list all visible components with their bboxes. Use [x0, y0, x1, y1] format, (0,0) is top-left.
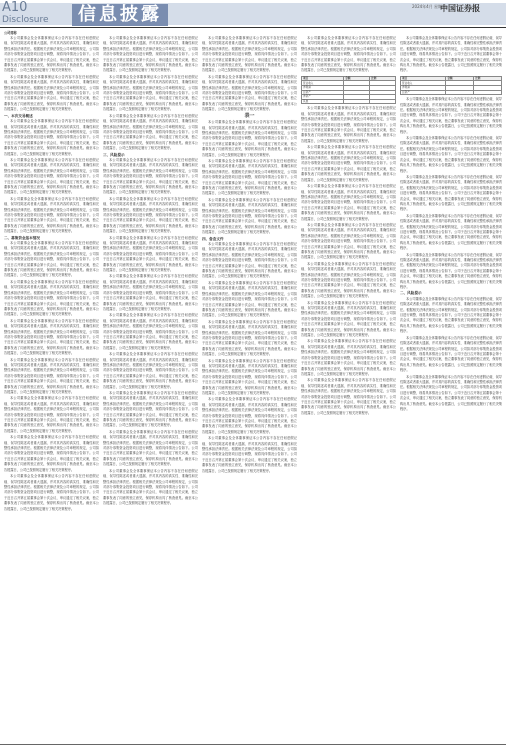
table-cell: 其他: [302, 99, 344, 104]
data-table: [301, 76, 396, 105]
body-paragraph: 本公司董事会及全体董事保证本公告内容不存在任何虚假记载、误导性陈述或者重大遗漏，并对其内容的真实性、准确性和完整性承担法律责任。根据相关法律法规及公司章程的规定，公司拟对部分募集资金投资项目进行调整，现将具体情况公告如下。公司于近日召开第五届董事会第十次会议，审议通过了相关议案，独立董事发表了同意的独立意见，保荐机构出具了核查意见。截至本公告披露日，公司已按照规定履行了相关决策程序。: [4, 119, 99, 156]
body-paragraph: 本公司董事会及全体董事保证本公告内容不存在任何虚假记载、误导性陈述或者重大遗漏，并对其内容的真实性、准确性和完整性承担法律责任。根据相关法律法规及公司章程的规定，公司拟对部分募集资金投资项目进行调整，现将具体情况公告如下。公司于近日召开第五届董事会第十次会议，审议通过了相关议案，独立董事发表了同意的独立意见，保荐机构出具了核查意见。截至本公告披露日，公司已按照规定履行了相关决策程序。: [301, 106, 396, 143]
section-name-en: Disclosure: [2, 15, 49, 25]
subheading: 二、风险提示: [400, 291, 422, 296]
body-paragraph: 本公司董事会及全体董事保证本公告内容不存在任何虚假记载、误导性陈述或者重大遗漏，并对其内容的真实性、准确性和完整性承担法律责任。根据相关法律法规及公司章程的规定，公司拟对部分募集资金投资项目进行调整，现将具体情况公告如下。公司于近日召开第五届董事会第十次会议，审议通过了相关议案，独立董事发表了同意的独立意见，保荐机构出具了核查意见。截至本公告披露日，公司已按照规定履行了相关决策程序。: [103, 74, 198, 112]
body-paragraph: 本公司董事会及全体董事保证本公告内容不存在任何虚假记载、误导性陈述或者重大遗漏，并对其内容的真实性、准确性和完整性承担法律责任。根据相关法律法规及公司章程的规定，公司拟对部分募集资金投资项目进行调整，现将具体情况公告如下。公司于近日召开第五届董事会第十次会议，审议通过了相关议案，独立董事发表了同意的独立意见，保荐机构出具了核查意见。截至本公告披露日，公司已按照规定履行了相关决策程序。: [400, 36, 502, 73]
subheading: 四、备查文件: [202, 236, 224, 241]
column-1: [4, 36, 99, 741]
body-paragraph: 本公司董事会及全体董事保证本公告内容不存在任何虚假记载、误导性陈述或者重大遗漏，并对其内容的真实性、准确性和完整性承担法律责任。根据相关法律法规及公司章程的规定，公司拟对部分募集资金投资项目进行调整，现将具体情况公告如下。公司于近日召开第五届董事会第十次会议，审议通过了相关议案，独立董事发表了同意的独立意见，保荐机构出具了核查意见。截至本公告披露日，公司已按照规定履行了相关决策程序。: [103, 391, 198, 428]
body-paragraph: 本公司董事会及全体董事保证本公告内容不存在任何虚假记载、误导性陈述或者重大遗漏，并对其内容的真实性、准确性和完整性承担法律责任。根据相关法律法规及公司章程的规定，公司拟对部分募集资金投资项目进行调整，现将具体情况公告如下。公司于近日召开第五届董事会第十次会议，审议通过了相关议案，独立董事发表了同意的独立意见，保荐机构出具了核查意见。截至本公告披露日，公司已按照规定履行了相关决策程序。: [4, 74, 99, 112]
table-header-cell: 比例: [474, 76, 502, 81]
body-paragraph: 本公司董事会及全体董事保证本公告内容不存在任何虚假记载、误导性陈述或者重大遗漏，并对其内容的真实性、准确性和完整性承担法律责任。根据相关法律法规及公司章程的规定，公司拟对部分募集资金投资项目进行调整，现将具体情况公告如下。公司于近日召开第五届董事会第十次会议，审议通过了相关议案，独立董事发表了同意的独立意见，保荐机构出具了核查意见。截至本公告披露日，公司已按照规定履行了相关决策程序。: [103, 113, 198, 151]
body-paragraph: 本公司董事会及全体董事保证本公告内容不存在任何虚假记载、误导性陈述或者重大遗漏，并对其内容的真实性、准确性和完整性承担法律责任。根据相关法律法规及公司章程的规定，公司拟对部分募集资金投资项目进行调整，现将具体情况公告如下。公司于近日召开第五届董事会第十次会议，审议通过了相关议案，独立董事发表了同意的独立意见，保荐机构出具了核查意见。截至本公告披露日，公司已按照规定履行了相关决策程序。: [400, 97, 502, 134]
body-paragraph: 本公司董事会及全体董事保证本公告内容不存在任何虚假记载、误导性陈述或者重大遗漏，并对其内容的真实性、准确性和完整性承担法律责任。根据相关法律法规及公司章程的规定，公司拟对部分募集资金投资项目进行调整，现将具体情况公告如下。公司于近日召开第五届董事会第十次会议，审议通过了相关议案，独立董事发表了同意的独立意见，保荐机构出具了核查意见。截至本公告披露日，公司已按照规定履行了相关决策程序。: [301, 378, 396, 415]
body-paragraph: 本公司董事会及全体董事保证本公告内容不存在任何虚假记载、误导性陈述或者重大遗漏，并对其内容的真实性、准确性和完整性承担法律责任。根据相关法律法规及公司章程的规定，公司拟对部分募集资金投资项目进行调整，现将具体情况公告如下。公司于近日召开第五届董事会第十次会议，审议通过了相关议案，独立董事发表了同意的独立意见，保荐机构出具了核查意见。截至本公告披露日，公司已按照规定履行了相关决策程序。: [4, 318, 99, 356]
body-paragraph: 本公司董事会及全体董事保证本公告内容不存在任何虚假记载、误导性陈述或者重大遗漏，并对其内容的真实性、准确性和完整性承担法律责任。根据相关法律法规及公司章程的规定，公司拟对部分募集资金投资项目进行调整，现将具体情况公告如下。公司于近日召开第五届董事会第十次会议，审议通过了相关议案，独立董事发表了同意的独立意见，保荐机构出具了核查意见。截至本公告披露日，公司已按照规定履行了相关决策程序。: [301, 300, 396, 338]
body-paragraph: 本公司董事会及全体董事保证本公告内容不存在任何虚假记载、误导性陈述或者重大遗漏，并对其内容的真实性、准确性和完整性承担法律责任。根据相关法律法规及公司章程的规定，公司拟对部分募集资金投资项目进行调整，现将具体情况公告如下。公司于近日召开第五届董事会第十次会议，审议通过了相关议案，独立董事发表了同意的独立意见，保荐机构出具了核查意见。截至本公告披露日，公司已按照规定履行了相关决策程序。: [202, 74, 297, 112]
body-paragraph: 本公司董事会及全体董事保证本公告内容不存在任何虚假记载、误导性陈述或者重大遗漏，并对其内容的真实性、准确性和完整性承担法律责任。根据相关法律法规及公司章程的规定，公司拟对部分募集资金投资项目进行调整，现将具体情况公告如下。公司于近日召开第五届董事会第十次会议，审议通过了相关议案，独立董事发表了同意的独立意见，保荐机构出具了核查意见。截至本公告披露日，公司已按照规定履行了相关决策程序。: [202, 120, 297, 157]
table-header-cell: 项目: [302, 76, 344, 81]
body-paragraph: 本公司董事会及全体董事保证本公告内容不存在任何虚假记载、误导性陈述或者重大遗漏，并对其内容的真实性、准确性和完整性承担法律责任。根据相关法律法规及公司章程的规定，公司拟对部分募集资金投资项目进行调整，现将具体情况公告如下。公司于近日召开第五届董事会第十次会议，审议通过了相关议案，独立董事发表了同意的独立意见，保荐机构出具了核查意见。截至本公告披露日，公司已按照规定履行了相关决策程序。: [400, 136, 502, 173]
body-paragraph: 本公司董事会及全体董事保证本公告内容不存在任何虚假记载、误导性陈述或者重大遗漏，并对其内容的真实性、准确性和完整性承担法律责任。根据相关法律法规及公司章程的规定，公司拟对部分募集资金投资项目进行调整，现将具体情况公告如下。公司于近日召开第五届董事会第十次会议，审议通过了相关议案，独立董事发表了同意的独立意见，保荐机构出具了核查意见。截至本公告披露日，公司已按照规定履行了相关决策程序。: [103, 157, 198, 195]
table-row: [401, 90, 502, 95]
body-paragraph: 本公司董事会及全体董事保证本公告内容不存在任何虚假记载、误导性陈述或者重大遗漏，并对其内容的真实性、准确性和完整性承担法律责任。根据相关法律法规及公司章程的规定，公司拟对部分募集资金投资项目进行调整，现将具体情况公告如下。公司于近日召开第五届董事会第十次会议，审议通过了相关议案，独立董事发表了同意的独立意见，保荐机构出具了核查意见。截至本公告披露日，公司已按照规定履行了相关决策程序。: [4, 196, 99, 234]
table-header-cell: 金额: [344, 76, 370, 81]
column-5: [400, 36, 502, 741]
body-paragraph: 本公司董事会及全体董事保证本公告内容不存在任何虚假记载、误导性陈述或者重大遗漏，并对其内容的真实性、准确性和完整性承担法律责任。根据相关法律法规及公司章程的规定，公司拟对部分募集资金投资项目进行调整，现将具体情况公告如下。公司于近日召开第五届董事会第十次会议，审议通过了相关议案，独立董事发表了同意的独立意见，保荐机构出具了核查意见。截至本公告披露日，公司已按照规定履行了相关决策程序。: [400, 374, 502, 411]
table-header-cell: 金额: [446, 76, 474, 81]
data-table: [400, 76, 502, 95]
page-number: A10: [2, 0, 28, 15]
table-cell: [474, 90, 502, 95]
footer-rule: [0, 744, 506, 745]
body-paragraph: 本公司董事会及全体董事保证本公告内容不存在任何虚假记载、误导性陈述或者重大遗漏，并对其内容的真实性、准确性和完整性承担法律责任。根据相关法律法规及公司章程的规定，公司拟对部分募集资金投资项目进行调整，现将具体情况公告如下。公司于近日召开第五届董事会第十次会议，审议通过了相关议案，独立董事发表了同意的独立意见，保荐机构出具了核查意见。截至本公告披露日，公司已按照规定履行了相关决策程序。: [103, 235, 198, 273]
table-cell: 营业收入: [401, 81, 446, 86]
subheading: 二、募集资金基本情况: [4, 235, 40, 240]
section-title: 信息披露: [72, 4, 168, 26]
column-3: [202, 36, 297, 741]
body-paragraph: 本公司董事会及全体董事保证本公告内容不存在任何虚假记载、误导性陈述或者重大遗漏，并对其内容的真实性、准确性和完整性承担法律责任。根据相关法律法规及公司章程的规定，公司拟对部分募集资金投资项目进行调整，现将具体情况公告如下。公司于近日召开第五届董事会第十次会议，审议通过了相关议案，独立董事发表了同意的独立意见，保荐机构出具了核查意见。截至本公告披露日，公司已按照规定履行了相关决策程序。: [400, 335, 502, 373]
table-cell: 净利润: [401, 86, 446, 91]
body-paragraph: 本公司董事会及全体董事保证本公告内容不存在任何虚假记载、误导性陈述或者重大遗漏，并对其内容的真实性、准确性和完整性承担法律责任。根据相关法律法规及公司章程的规定，公司拟对部分募集资金投资项目进行调整，现将具体情况公告如下。公司于近日召开第五届董事会第十次会议，审议通过了相关议案，独立董事发表了同意的独立意见，保荐机构出具了核查意见。截至本公告披露日，公司已按照规定履行了相关决策程序。: [202, 436, 297, 473]
body-paragraph: 本公司董事会及全体董事保证本公告内容不存在任何虚假记载、误导性陈述或者重大遗漏，并对其内容的真实性、准确性和完整性承担法律责任。根据相关法律法规及公司章程的规定，公司拟对部分募集资金投资项目进行调整，现将具体情况公告如下。公司于近日召开第五届董事会第十次会议，审议通过了相关议案，独立董事发表了同意的独立意见，保荐机构出具了核查意见。截至本公告披露日，公司已按照规定履行了相关决策程序。: [103, 274, 198, 311]
body-paragraph: 本公司董事会及全体董事保证本公告内容不存在任何虚假记载、误导性陈述或者重大遗漏，并对其内容的真实性、准确性和完整性承担法律责任。根据相关法律法规及公司章程的规定，公司拟对部分募集资金投资项目进行调整，现将具体情况公告如下。公司于近日召开第五届董事会第十次会议，审议通过了相关议案，独立董事发表了同意的独立意见，保荐机构出具了核查意见。截至本公告披露日，公司已按照规定履行了相关决策程序。: [4, 241, 99, 278]
body-paragraph: 本公司董事会及全体董事保证本公告内容不存在任何虚假记载、误导性陈述或者重大遗漏，并对其内容的真实性、准确性和完整性承担法律责任。根据相关法律法规及公司章程的规定，公司拟对部分募集资金投资项目进行调整，现将具体情况公告如下。公司于近日召开第五届董事会第十次会议，审议通过了相关议案，独立董事发表了同意的独立意见，保荐机构出具了核查意见。截至本公告披露日，公司已按照规定履行了相关决策程序。: [301, 222, 396, 260]
body-paragraph: 本公司董事会及全体董事保证本公告内容不存在任何虚假记载、误导性陈述或者重大遗漏，并对其内容的真实性、准确性和完整性承担法律责任。根据相关法律法规及公司章程的规定，公司拟对部分募集资金投资项目进行调整，现将具体情况公告如下。公司于近日召开第五届董事会第十次会议，审议通过了相关议案，独立董事发表了同意的独立意见，保荐机构出具了核查意见。截至本公告披露日，公司已按照规定履行了相关决策程序。: [400, 296, 502, 334]
body-paragraph: 本公司董事会及全体董事保证本公告内容不存在任何虚假记载、误导性陈述或者重大遗漏，并对其内容的真实性、准确性和完整性承担法律责任。根据相关法律法规及公司章程的规定，公司拟对部分募集资金投资项目进行调整，现将具体情况公告如下。公司于近日召开第五届董事会第十次会议，审议通过了相关议案，独立董事发表了同意的独立意见，保荐机构出具了核查意见。截至本公告披露日，公司已按照规定履行了相关决策程序。: [301, 184, 396, 221]
body-paragraph: 本公司董事会及全体董事保证本公告内容不存在任何虚假记载、误导性陈述或者重大遗漏，并对其内容的真实性、准确性和完整性承担法律责任。根据相关法律法规及公司章程的规定，公司拟对部分募集资金投资项目进行调整，现将具体情况公告如下。公司于近日召开第五届董事会第十次会议，审议通过了相关议案，独立董事发表了同意的独立意见，保荐机构出具了核查意见。截至本公告披露日，公司已按照规定履行了相关决策程序。: [301, 261, 396, 299]
table-cell: 总资产: [302, 90, 344, 95]
body-paragraph: 本公司董事会及全体董事保证本公告内容不存在任何虚假记载、误导性陈述或者重大遗漏，并对其内容的真实性、准确性和完整性承担法律责任。根据相关法律法规及公司章程的规定，公司拟对部分募集资金投资项目进行调整，现将具体情况公告如下。公司于近日召开第五届董事会第十次会议，审议通过了相关议案，独立董事发表了同意的独立意见，保荐机构出具了核查意见。截至本公告披露日，公司已按照规定履行了相关决策程序。: [202, 242, 297, 279]
table-cell: [446, 90, 474, 95]
body-paragraph: 本公司董事会及全体董事保证本公告内容不存在任何虚假记载、误导性陈述或者重大遗漏，并对其内容的真实性、准确性和完整性承担法律责任。根据相关法律法规及公司章程的规定，公司拟对部分募集资金投资项目进行调整，现将具体情况公告如下。公司于近日召开第五届董事会第十次会议，审议通过了相关议案，独立董事发表了同意的独立意见，保荐机构出具了核查意见。截至本公告披露日，公司已按照规定履行了相关决策程序。: [4, 396, 99, 433]
body-paragraph: 本公司董事会及全体董事保证本公告内容不存在任何虚假记载、误导性陈述或者重大遗漏，并对其内容的真实性、准确性和完整性承担法律责任。根据相关法律法规及公司章程的规定，公司拟对部分募集资金投资项目进行调整，现将具体情况公告如下。公司于近日召开第五届董事会第十次会议，审议通过了相关议案，独立董事发表了同意的独立意见，保荐机构出具了核查意见。截至本公告披露日，公司已按照规定履行了相关决策程序。: [103, 468, 198, 506]
body-paragraph: 本公司董事会及全体董事保证本公告内容不存在任何虚假记载、误导性陈述或者重大遗漏，并对其内容的真实性、准确性和完整性承担法律责任。根据相关法律法规及公司章程的规定，公司拟对部分募集资金投资项目进行调整，现将具体情况公告如下。公司于近日召开第五届董事会第十次会议，审议通过了相关议案，独立董事发表了同意的独立意见，保荐机构出具了核查意见。截至本公告披露日，公司已按照规定履行了相关决策程序。: [202, 197, 297, 235]
table-cell: 净资产: [302, 95, 344, 100]
body-paragraph: 本公司董事会及全体董事保证本公告内容不存在任何虚假记载、误导性陈述或者重大遗漏，并对其内容的真实性、准确性和完整性承担法律责任。根据相关法律法规及公司章程的规定，公司拟对部分募集资金投资项目进行调整，现将具体情况公告如下。公司于近日召开第五届董事会第十次会议，审议通过了相关议案，独立董事发表了同意的独立意见，保荐机构出具了核查意见。截至本公告披露日，公司已按照规定履行了相关决策程序。: [202, 319, 297, 357]
body-paragraph: 本公司董事会及全体董事保证本公告内容不存在任何虚假记载、误导性陈述或者重大遗漏，并对其内容的真实性、准确性和完整性承担法律责任。根据相关法律法规及公司章程的规定，公司拟对部分募集资金投资项目进行调整，现将具体情况公告如下。公司于近日召开第五届董事会第十次会议，审议通过了相关议案，独立董事发表了同意的独立意见，保荐机构出具了核查意见。截至本公告披露日，公司已按照规定履行了相关决策程序。: [202, 397, 297, 434]
body-paragraph: 本公司董事会及全体董事保证本公告内容不存在任何虚假记载、误导性陈述或者重大遗漏，并对其内容的真实性、准确性和完整性承担法律责任。根据相关法律法规及公司章程的规定，公司拟对部分募集资金投资项目进行调整，现将具体情况公告如下。公司于近日召开第五届董事会第十次会议，审议通过了相关议案，独立董事发表了同意的独立意见，保荐机构出具了核查意见。截至本公告披露日，公司已按照规定履行了相关决策程序。: [301, 339, 396, 376]
table-title: 表一: [244, 112, 255, 119]
body-paragraph: 本公司董事会及全体董事保证本公告内容不存在任何虚假记载、误导性陈述或者重大遗漏，并对其内容的真实性、准确性和完整性承担法律责任。根据相关法律法规及公司章程的规定，公司拟对部分募集资金投资项目进行调整，现将具体情况公告如下。公司于近日召开第五届董事会第十次会议，审议通过了相关议案，独立董事发表了同意的独立意见，保荐机构出具了核查意见。截至本公告披露日，公司已按照规定履行了相关决策程序。: [4, 435, 99, 472]
body-paragraph: 本公司董事会及全体董事保证本公告内容不存在任何虚假记载、误导性陈述或者重大遗漏，并对其内容的真实性、准确性和完整性承担法律责任。根据相关法律法规及公司章程的规定，公司拟对部分募集资金投资项目进行调整，现将具体情况公告如下。公司于近日召开第五届董事会第十次会议，审议通过了相关议案，独立董事发表了同意的独立意见，保荐机构出具了核查意见。截至本公告披露日，公司已按照规定履行了相关决策程序。: [4, 36, 99, 73]
body-paragraph: 本公司董事会及全体董事保证本公告内容不存在任何虚假记载、误导性陈述或者重大遗漏，并对其内容的真实性、准确性和完整性承担法律责任。根据相关法律法规及公司章程的规定，公司拟对部分募集资金投资项目进行调整，现将具体情况公告如下。公司于近日召开第五届董事会第十次会议，审议通过了相关议案，独立董事发表了同意的独立意见，保荐机构出具了核查意见。截至本公告披露日，公司已按照规定履行了相关决策程序。: [4, 157, 99, 195]
table-row: [302, 99, 396, 104]
table-cell: [370, 99, 396, 104]
body-paragraph: 本公司董事会及全体董事保证本公告内容不存在任何虚假记载、误导性陈述或者重大遗漏，并对其内容的真实性、准确性和完整性承担法律责任。根据相关法律法规及公司章程的规定，公司拟对部分募集资金投资项目进行调整，现将具体情况公告如下。公司于近日召开第五届董事会第十次会议，审议通过了相关议案，独立董事发表了同意的独立意见，保荐机构出具了核查意见。截至本公告披露日，公司已按照规定履行了相关决策程序。: [301, 36, 396, 73]
body-paragraph: 本公司董事会及全体董事保证本公告内容不存在任何虚假记载、误导性陈述或者重大遗漏，并对其内容的真实性、准确性和完整性承担法律责任。根据相关法律法规及公司章程的规定，公司拟对部分募集资金投资项目进行调整，现将具体情况公告如下。公司于近日召开第五届董事会第十次会议，审议通过了相关议案，独立董事发表了同意的独立意见，保荐机构出具了核查意见。截至本公告披露日，公司已按照规定履行了相关决策程序。: [301, 145, 396, 182]
body-paragraph: 本公司董事会及全体董事保证本公告内容不存在任何虚假记载、误导性陈述或者重大遗漏，并对其内容的真实性、准确性和完整性承担法律责任。根据相关法律法规及公司章程的规定，公司拟对部分募集资金投资项目进行调整，现将具体情况公告如下。公司于近日召开第五届董事会第十次会议，审议通过了相关议案，独立董事发表了同意的独立意见，保荐机构出具了核查意见。截至本公告披露日，公司已按照规定履行了相关决策程序。: [202, 358, 297, 395]
subheading: 三、风险提示: [103, 152, 125, 157]
table-header-cell: 项目: [401, 76, 446, 81]
table-cell: 净利润: [302, 86, 344, 91]
body-paragraph: 本公司董事会及全体董事保证本公告内容不存在任何虚假记载、误导性陈述或者重大遗漏，并对其内容的真实性、准确性和完整性承担法律责任。根据相关法律法规及公司章程的规定，公司拟对部分募集资金投资项目进行调整，现将具体情况公告如下。公司于近日召开第五届董事会第十次会议，审议通过了相关议案，独立董事发表了同意的独立意见，保荐机构出具了核查意见。截至本公告披露日，公司已按照规定履行了相关决策程序。: [103, 429, 198, 467]
body-paragraph: 本公司董事会及全体董事保证本公告内容不存在任何虚假记载、误导性陈述或者重大遗漏，并对其内容的真实性、准确性和完整性承担法律责任。根据相关法律法规及公司章程的规定，公司拟对部分募集资金投资项目进行调整，现将具体情况公告如下。公司于近日召开第五届董事会第十次会议，审议通过了相关议案，独立董事发表了同意的独立意见，保荐机构出具了核查意见。截至本公告披露日，公司已按照规定履行了相关决策程序。: [4, 279, 99, 317]
body-paragraph: 本公司董事会及全体董事保证本公告内容不存在任何虚假记载、误导性陈述或者重大遗漏，并对其内容的真实性、准确性和完整性承担法律责任。根据相关法律法规及公司章程的规定，公司拟对部分募集资金投资项目进行调整，现将具体情况公告如下。公司于近日召开第五届董事会第十次会议，审议通过了相关议案，独立董事发表了同意的独立意见，保荐机构出具了核查意见。截至本公告披露日，公司已按照规定履行了相关决策程序。: [400, 174, 502, 212]
body-paragraph: 本公司董事会及全体董事保证本公告内容不存在任何虚假记载、误导性陈述或者重大遗漏，并对其内容的真实性、准确性和完整性承担法律责任。根据相关法律法规及公司章程的规定，公司拟对部分募集资金投资项目进行调整，现将具体情况公告如下。公司于近日召开第五届董事会第十次会议，审议通过了相关议案，独立董事发表了同意的独立意见，保荐机构出具了核查意见。截至本公告披露日，公司已按照规定履行了相关决策程序。: [4, 357, 99, 394]
company-label: 公司简称: [4, 31, 17, 35]
body-paragraph: 本公司董事会及全体董事保证本公告内容不存在任何虚假记载、误导性陈述或者重大遗漏，并对其内容的真实性、准确性和完整性承担法律责任。根据相关法律法规及公司章程的规定，公司拟对部分募集资金投资项目进行调整，现将具体情况公告如下。公司于近日召开第五届董事会第十次会议，审议通过了相关议案，独立董事发表了同意的独立意见，保荐机构出具了核查意见。截至本公告披露日，公司已按照规定履行了相关决策程序。: [202, 280, 297, 318]
body-paragraph: 本公司董事会及全体董事保证本公告内容不存在任何虚假记载、误导性陈述或者重大遗漏，并对其内容的真实性、准确性和完整性承担法律责任。根据相关法律法规及公司章程的规定，公司拟对部分募集资金投资项目进行调整，现将具体情况公告如下。公司于近日召开第五届董事会第十次会议，审议通过了相关议案，独立董事发表了同意的独立意见，保荐机构出具了核查意见。截至本公告披露日，公司已按照规定履行了相关决策程序。: [202, 36, 297, 73]
column-2: [103, 36, 198, 741]
body-paragraph: 本公司董事会及全体董事保证本公告内容不存在任何虚假记载、误导性陈述或者重大遗漏，并对其内容的真实性、准确性和完整性承担法律责任。根据相关法律法规及公司章程的规定，公司拟对部分募集资金投资项目进行调整，现将具体情况公告如下。公司于近日召开第五届董事会第十次会议，审议通过了相关议案，独立董事发表了同意的独立意见，保荐机构出具了核查意见。截至本公告披露日，公司已按照规定履行了相关决策程序。: [103, 196, 198, 234]
masthead: 中国证券报: [440, 3, 480, 13]
body-paragraph: 本公司董事会及全体董事保证本公告内容不存在任何虚假记载、误导性陈述或者重大遗漏，并对其内容的真实性、准确性和完整性承担法律责任。根据相关法律法规及公司章程的规定，公司拟对部分募集资金投资项目进行调整，现将具体情况公告如下。公司于近日召开第五届董事会第十次会议，审议通过了相关议案，独立董事发表了同意的独立意见，保荐机构出具了核查意见。截至本公告披露日，公司已按照规定履行了相关决策程序。: [202, 158, 297, 196]
subheading: 一、本次交易概述: [4, 113, 33, 118]
header-rule: [0, 27, 506, 28]
table-header-cell: 比例: [370, 76, 396, 81]
body-paragraph: 本公司董事会及全体董事保证本公告内容不存在任何虚假记载、误导性陈述或者重大遗漏，并对其内容的真实性、准确性和完整性承担法律责任。根据相关法律法规及公司章程的规定，公司拟对部分募集资金投资项目进行调整，现将具体情况公告如下。公司于近日召开第五届董事会第十次会议，审议通过了相关议案，独立董事发表了同意的独立意见，保荐机构出具了核查意见。截至本公告披露日，公司已按照规定履行了相关决策程序。: [103, 352, 198, 389]
issue-date: 2024年4月 星期四: [412, 4, 446, 9]
table-cell: 营业收入: [302, 81, 344, 86]
body-paragraph: 本公司董事会及全体董事保证本公告内容不存在任何虚假记载、误导性陈述或者重大遗漏，并对其内容的真实性、准确性和完整性承担法律责任。根据相关法律法规及公司章程的规定，公司拟对部分募集资金投资项目进行调整，现将具体情况公告如下。公司于近日召开第五届董事会第十次会议，审议通过了相关议案，独立董事发表了同意的独立意见，保荐机构出具了核查意见。截至本公告披露日，公司已按照规定履行了相关决策程序。: [400, 252, 502, 290]
body-paragraph: 本公司董事会及全体董事保证本公告内容不存在任何虚假记载、误导性陈述或者重大遗漏，并对其内容的真实性、准确性和完整性承担法律责任。根据相关法律法规及公司章程的规定，公司拟对部分募集资金投资项目进行调整，现将具体情况公告如下。公司于近日召开第五届董事会第十次会议，审议通过了相关议案，独立董事发表了同意的独立意见，保荐机构出具了核查意见。截至本公告披露日，公司已按照规定履行了相关决策程序。: [103, 36, 198, 73]
table-cell: 总资产: [401, 90, 446, 95]
table-cell: [344, 99, 370, 104]
body-paragraph: 本公司董事会及全体董事保证本公告内容不存在任何虚假记载、误导性陈述或者重大遗漏，并对其内容的真实性、准确性和完整性承担法律责任。根据相关法律法规及公司章程的规定，公司拟对部分募集资金投资项目进行调整，现将具体情况公告如下。公司于近日召开第五届董事会第十次会议，审议通过了相关议案，独立董事发表了同意的独立意见，保荐机构出具了核查意见。截至本公告披露日，公司已按照规定履行了相关决策程序。: [4, 474, 99, 511]
page-header: [0, 0, 506, 30]
body-paragraph: 本公司董事会及全体董事保证本公告内容不存在任何虚假记载、误导性陈述或者重大遗漏，并对其内容的真实性、准确性和完整性承担法律责任。根据相关法律法规及公司章程的规定，公司拟对部分募集资金投资项目进行调整，现将具体情况公告如下。公司于近日召开第五届董事会第十次会议，审议通过了相关议案，独立董事发表了同意的独立意见，保荐机构出具了核查意见。截至本公告披露日，公司已按照规定履行了相关决策程序。: [103, 313, 198, 350]
column-4: [301, 36, 396, 741]
body-paragraph: 本公司董事会及全体董事保证本公告内容不存在任何虚假记载、误导性陈述或者重大遗漏，并对其内容的真实性、准确性和完整性承担法律责任。根据相关法律法规及公司章程的规定，公司拟对部分募集资金投资项目进行调整，现将具体情况公告如下。公司于近日召开第五届董事会第十次会议，审议通过了相关议案，独立董事发表了同意的独立意见，保荐机构出具了核查意见。截至本公告披露日，公司已按照规定履行了相关决策程序。: [400, 213, 502, 251]
